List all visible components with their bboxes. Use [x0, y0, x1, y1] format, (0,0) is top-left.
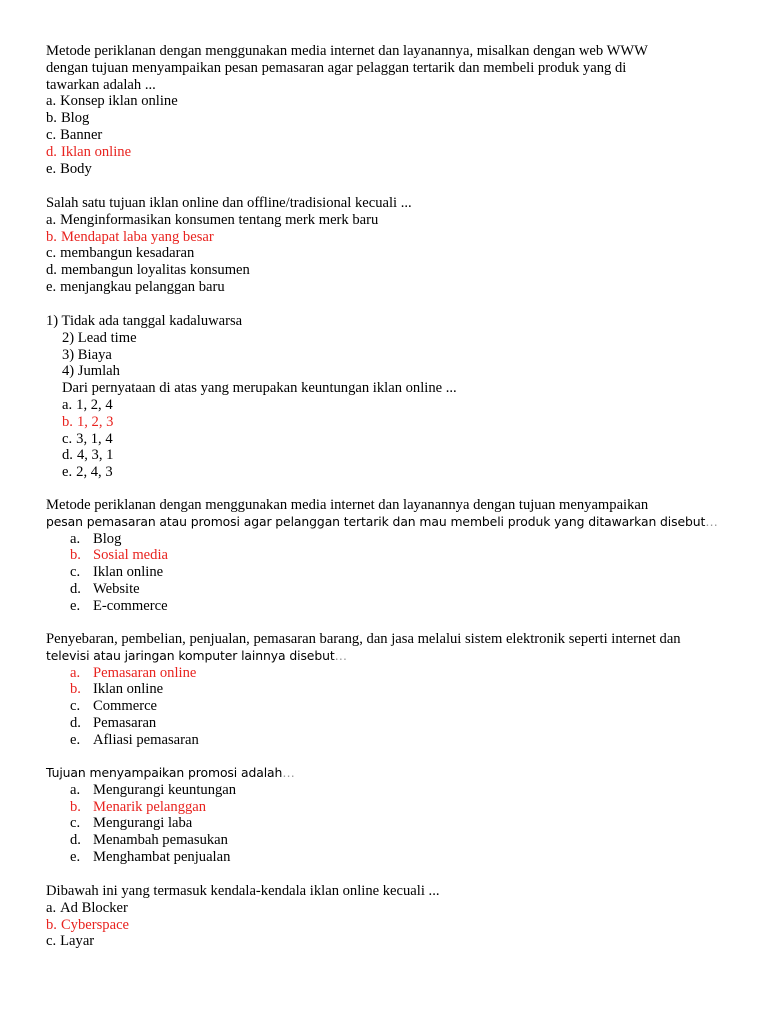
question-2: [46, 195, 736, 296]
ellipsis: …: [282, 765, 295, 780]
question-text-line: Tujuan menyampaikan promosi adalah…: [46, 765, 295, 780]
answer-option: d. Pemasaran: [70, 714, 157, 731]
answer-option: c. 3, 1, 4: [62, 430, 113, 447]
question-3: [46, 313, 736, 481]
correct-answer-option: b. Menarik pelanggan: [70, 798, 207, 815]
answer-option: d. Website: [70, 580, 140, 597]
question-text-line: Salah satu tujuan iklan online dan offline/tradisional kecuali ...: [46, 195, 412, 211]
question-1: [46, 43, 736, 177]
ellipsis: …: [334, 647, 347, 663]
answer-option: e. Body: [46, 160, 92, 177]
question-text-line: dengan tujuan menyampaikan pesan pemasaran agar pelaggan tertarik dan membeli produk yang di: [46, 59, 627, 76]
question-5: [46, 631, 736, 749]
answer-option: c. Mengurangi laba: [70, 815, 193, 832]
answer-option: a. Ad Blocker: [46, 899, 128, 916]
answer-option: e. E-commerce: [70, 597, 168, 614]
answer-option: a. Mengurangi keuntungan: [70, 781, 237, 798]
question-4: [46, 497, 736, 615]
answer-option: b. Iklan online: [70, 681, 164, 698]
answer-option: a. 1, 2, 4: [62, 396, 113, 413]
answer-option: a. Menginformasikan konsumen tentang merk merk baru: [46, 211, 379, 228]
ellipsis: …: [705, 513, 718, 529]
question-text-line: Penyebaran, pembelian, penjualan, pemasaran barang, dan jasa melalui sistem elektronik seperti internet dan: [46, 631, 681, 647]
question-text-line: Metode periklanan dengan menggunakan media internet dan layanannya, misalkan dengan web WWW: [46, 43, 648, 59]
correct-answer-option: a. Pemasaran online: [70, 664, 197, 681]
correct-answer-option: d. Iklan online: [46, 143, 132, 160]
answer-option: d. membangun loyalitas konsumen: [46, 262, 250, 279]
statement-line: 1) Tidak ada tanggal kadaluwarsa: [46, 313, 243, 329]
answer-option: c. Banner: [46, 126, 103, 143]
answer-option: a. Blog: [70, 530, 122, 547]
answer-option: a. Konsep iklan online: [46, 93, 178, 110]
question-text-line: Metode periklanan dengan menggunakan media internet dan layanannya dengan tujuan menyampaikan: [46, 497, 649, 513]
statement-line: 3) Biaya: [62, 346, 112, 363]
question-text-line: tawarkan adalah ...: [46, 76, 156, 93]
question-7: [46, 883, 736, 950]
correct-answer-option: b. 1, 2, 3: [62, 413, 114, 430]
statement-line: 4) Jumlah: [62, 363, 120, 380]
question-text-line: Dari pernyataan di atas yang merupakan keuntungan iklan online ...: [62, 380, 457, 397]
answer-option: c. Iklan online: [70, 564, 164, 581]
answer-option: d. Menambah pemasukan: [70, 832, 228, 849]
correct-answer-option: b. Sosial media: [70, 547, 168, 564]
correct-answer-option: b. Cyberspace: [46, 916, 130, 933]
question-6: [46, 765, 736, 866]
answer-option: d. 4, 3, 1: [62, 447, 114, 464]
answer-option: c. Commerce: [70, 698, 158, 715]
question-text-line: Dibawah ini yang termasuk kendala-kendala iklan online kecuali ...: [46, 883, 440, 899]
correct-answer-option: b. Mendapat laba yang besar: [46, 228, 214, 245]
answer-option: e. menjangkau pelanggan baru: [46, 278, 225, 295]
answer-option: e. Afliasi pemasaran: [70, 731, 199, 748]
answer-option: e. Menghambat penjualan: [70, 848, 231, 865]
answer-option: c. Layar: [46, 933, 95, 950]
answer-option: c. membangun kesadaran: [46, 245, 195, 262]
answer-option: e. 2, 4, 3: [62, 464, 113, 481]
question-text-line: televisi atau jaringan komputer lainnya disebut…: [46, 647, 347, 663]
answer-option: b. Blog: [46, 110, 90, 127]
question-text-line: pesan pemasaran atau promosi agar pelanggan tertarik dan mau membeli produk yang ditawarkan disebut…: [46, 513, 718, 529]
statement-line: 2) Lead time: [62, 329, 137, 346]
